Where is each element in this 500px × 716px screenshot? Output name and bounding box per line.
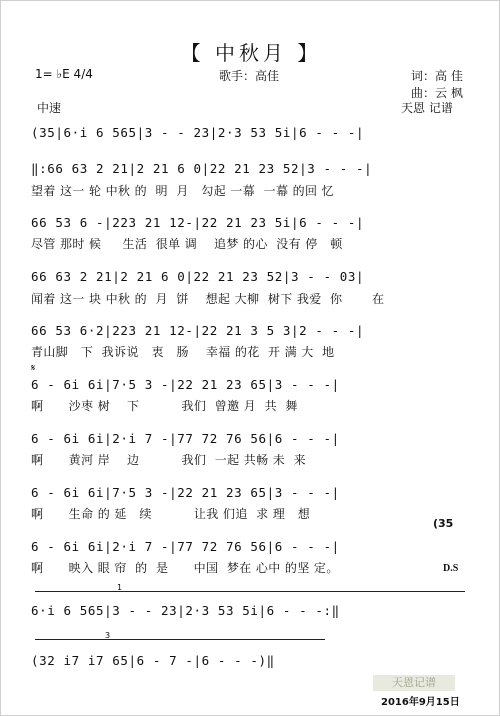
notation-line-11: (32 i7 i7 65|6 - 7 -|6 - - -)‖: [31, 653, 275, 668]
lyric-line-7: 啊 黄河 岸 边 我们 一起 共畅 未 来: [31, 453, 306, 467]
ending-1-bracket: [35, 591, 465, 592]
notation-line-7: 6 - 6i 6i|2·i 7 -|77 72 76 56|6 - - -|: [31, 431, 340, 446]
lyric-line-5: 青山脚 下 我诉说 衷 肠 幸福 的花 开 满 大 地: [31, 345, 335, 359]
notation-line-4: 66 63 2 21|2 21 6 0|22 21 23 52|3 - - 03|: [31, 269, 365, 284]
notation-line-8: 6 - 6i 6i|7·5 3 -|22 21 23 65|3 - - -|: [31, 485, 340, 500]
ending-3-number: 3: [105, 631, 111, 640]
transcriber: 天恩 记谱: [401, 101, 453, 115]
notation-line-5: 66 53 6·2|223 21 12-|22 21 3 5 3|2 - - -|: [31, 323, 365, 338]
key-signature: 1= ♭E 4/4: [35, 67, 93, 81]
notation-line-6: 6 - 6i 6i|7·5 3 -|22 21 23 65|3 - - -|: [31, 377, 340, 392]
dal-segno: D.S: [443, 563, 459, 574]
notation-line-3: 66 53 6 -|223 21 12-|22 21 23 5i|6 - - -|: [31, 215, 365, 230]
lyric-line-9: 啊 映入 眼 帘 的 是 中国 梦在 心中 的坚 定。: [31, 561, 339, 575]
pickup-notes: (35: [433, 517, 454, 530]
lyric-line-2: 望着 这一 轮 中秋 的 明 月 勾起 一幕 一幕 的回 忆: [31, 184, 335, 198]
transcriber-seal: 天恩记谱: [373, 675, 455, 691]
lyric-line-3: 尽管 那时 候 生活 很单 调 追梦 的心 没有 停 顿: [31, 237, 343, 251]
lyric-line-6: 啊 沙枣 树 下 我们 曾邀 月 共 舞: [31, 399, 298, 413]
notation-line-1: (35|6·i 6 565|3 - - 23|2·3 53 5i|6 - - -|: [31, 125, 365, 140]
transcription-date: 2016年9月15日: [381, 697, 460, 708]
composer: 曲：云 枫: [411, 86, 463, 100]
segno-mark: 𝄋: [31, 363, 36, 374]
notation-line-2: ‖:66 63 2 21|2 21 6 0|22 21 23 52|3 - - -|: [31, 161, 373, 176]
ending-3-bracket: [35, 639, 325, 640]
lyric-line-4: 闻着 这一 块 中秋 的 月 饼 想起 大柳 树下 我爱 你 在: [31, 292, 385, 306]
notation-line-10: 6·i 6 565|3 - - 23|2·3 53 5i|6 - - -:‖: [31, 603, 340, 618]
lyricist: 词：高 佳: [411, 69, 463, 83]
notation-line-9: 6 - 6i 6i|2·i 7 -|77 72 76 56|6 - - -|: [31, 539, 340, 554]
tempo: 中速: [37, 101, 62, 115]
singer: 歌手：高佳: [219, 69, 280, 83]
song-title: 【 中秋月 】: [180, 41, 322, 65]
ending-1-number: 1: [117, 583, 123, 592]
lyric-line-8: 啊 生命 的 延 续 让我 们追 求 理 想: [31, 507, 311, 521]
